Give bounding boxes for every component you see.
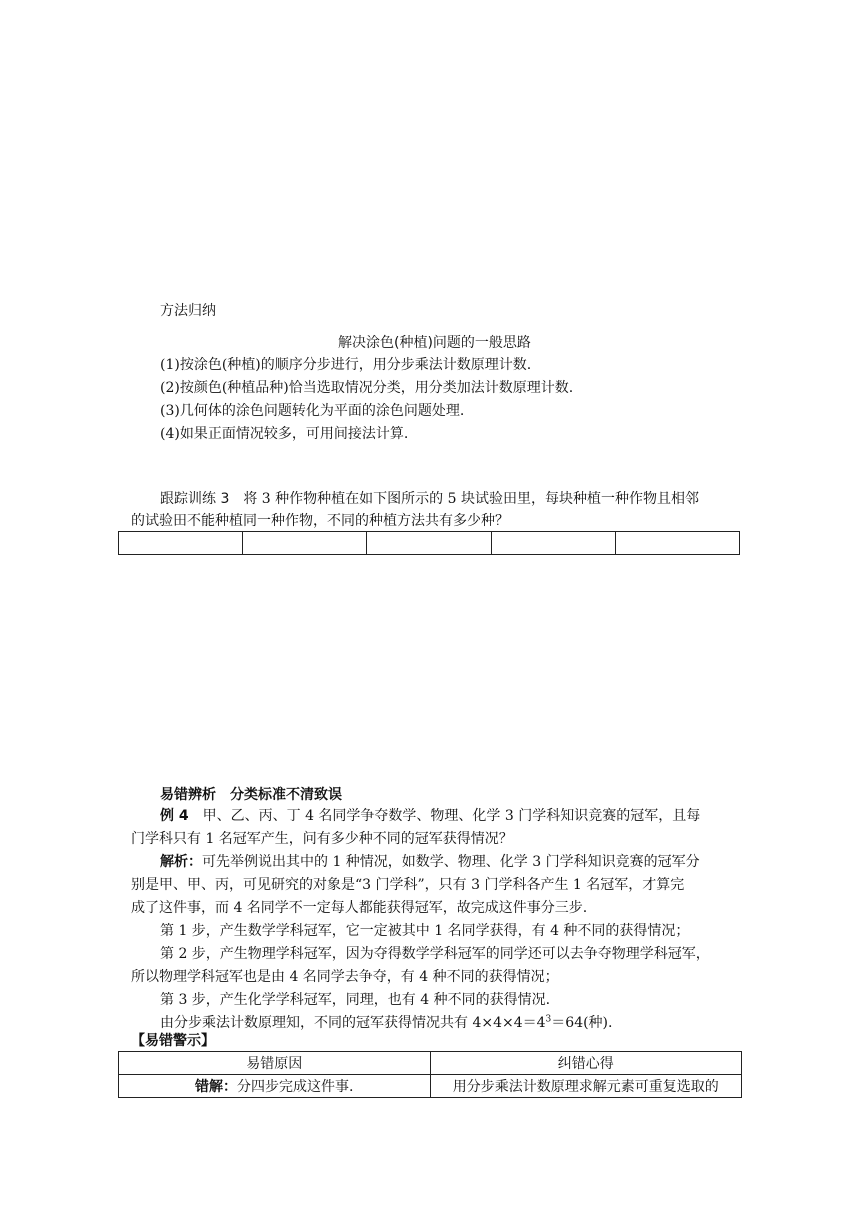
error-analysis-title: 易错辨析 分类标准不清致误 bbox=[160, 787, 342, 803]
method-item: (3)几何体的涂色问题转化为平面的涂色问题处理. bbox=[160, 403, 465, 419]
method-item: (2)按颜色(种植品种)恰当选取情况分类，用分类加法计数原理计数. bbox=[160, 380, 574, 396]
field-cell-5 bbox=[616, 532, 739, 554]
wrong-solution-text: 分四步完成这件事. bbox=[237, 1079, 354, 1095]
table-row bbox=[119, 1075, 742, 1098]
field-cell-1 bbox=[119, 532, 243, 554]
training-paragraph bbox=[160, 489, 699, 509]
analysis-text-continued: 成了这件事，而 4 名同学不一定每人都能获得冠军，故完成这件事分三步. bbox=[131, 900, 588, 916]
training-label: 跟踪训练 3 bbox=[160, 491, 230, 507]
step-2-text: 第 2 步，产生物理学科冠军，因为夺得数学学科冠军的同学还可以去争夺物理学科冠军， bbox=[160, 946, 710, 962]
field-cell-3 bbox=[367, 532, 491, 554]
training-text: 将 3 种作物种植在如下图所示的 5 块试验田里，每块种植一种作物且相邻 bbox=[243, 491, 699, 507]
method-summary-subtitle: 解决涂色(种植)问题的一般思路 bbox=[338, 335, 531, 351]
table-cell-lesson: 用分步乘法计数原理求解元素可重复选取的 bbox=[430, 1075, 742, 1098]
table-header-lesson: 纠错心得 bbox=[430, 1052, 742, 1075]
wrong-solution-label: 错解： bbox=[195, 1079, 238, 1095]
conclusion-exponent: 3 bbox=[545, 1014, 552, 1025]
table-cell-cause bbox=[119, 1075, 431, 1098]
step-2-text-continued: 所以物理学科冠军也是由 4 名同学去争夺，有 4 种不同的获得情况； bbox=[131, 969, 559, 985]
example-paragraph bbox=[160, 806, 700, 826]
analysis-text-continued: 别是甲、甲、丙，可见研究的对象是“3 门学科”，只有 3 门学科各产生 1 名冠军，才算完 bbox=[131, 877, 685, 893]
step-1-text: 第 1 步，产生数学学科冠军，它一定被其中 1 名同学获得，有 4 种不同的获得情况； bbox=[160, 923, 690, 939]
field-cell-4 bbox=[492, 532, 616, 554]
field-cell-2 bbox=[243, 532, 367, 554]
analysis-text: 可先举例说出其中的 1 种情况，如数学、物理、化学 3 门学科知识竞赛的冠军分 bbox=[202, 854, 700, 870]
conclusion-text bbox=[160, 1013, 612, 1033]
example-text: 甲、乙、丙、丁 4 名同学争夺数学、物理、化学 3 门学科知识竞赛的冠军，且每 bbox=[202, 808, 701, 824]
analysis-paragraph bbox=[160, 852, 700, 872]
warning-table bbox=[118, 1051, 742, 1098]
conclusion-pre: 由分步乘法计数原理知，不同的冠军获得情况共有 4×4×4＝4 bbox=[160, 1015, 546, 1031]
analysis-label: 解析： bbox=[160, 854, 202, 870]
method-item: (4)如果正面情况较多，可用间接法计算. bbox=[160, 426, 409, 442]
example-text-continued: 门学科只有 1 名冠军产生，问有多少种不同的冠军获得情况？ bbox=[131, 831, 513, 847]
warning-title: 【易错警示】 bbox=[131, 1033, 215, 1049]
conclusion-post: ＝64(种). bbox=[551, 1015, 613, 1031]
table-header-cause: 易错原因 bbox=[119, 1052, 431, 1075]
method-summary-title: 方法归纳 bbox=[160, 303, 216, 319]
example-label: 例 4 bbox=[160, 808, 189, 824]
table-header-row bbox=[119, 1052, 742, 1075]
method-item: (1)按涂色(种植)的顺序分步进行，用分步乘法计数原理计数. bbox=[160, 357, 532, 373]
training-text-continued: 的试验田不能种植同一种作物，不同的种植方法共有多少种？ bbox=[131, 513, 509, 529]
step-3-text: 第 3 步，产生化学学科冠军，同理，也有 4 种不同的获得情况. bbox=[160, 992, 551, 1008]
field-grid bbox=[118, 531, 740, 555]
